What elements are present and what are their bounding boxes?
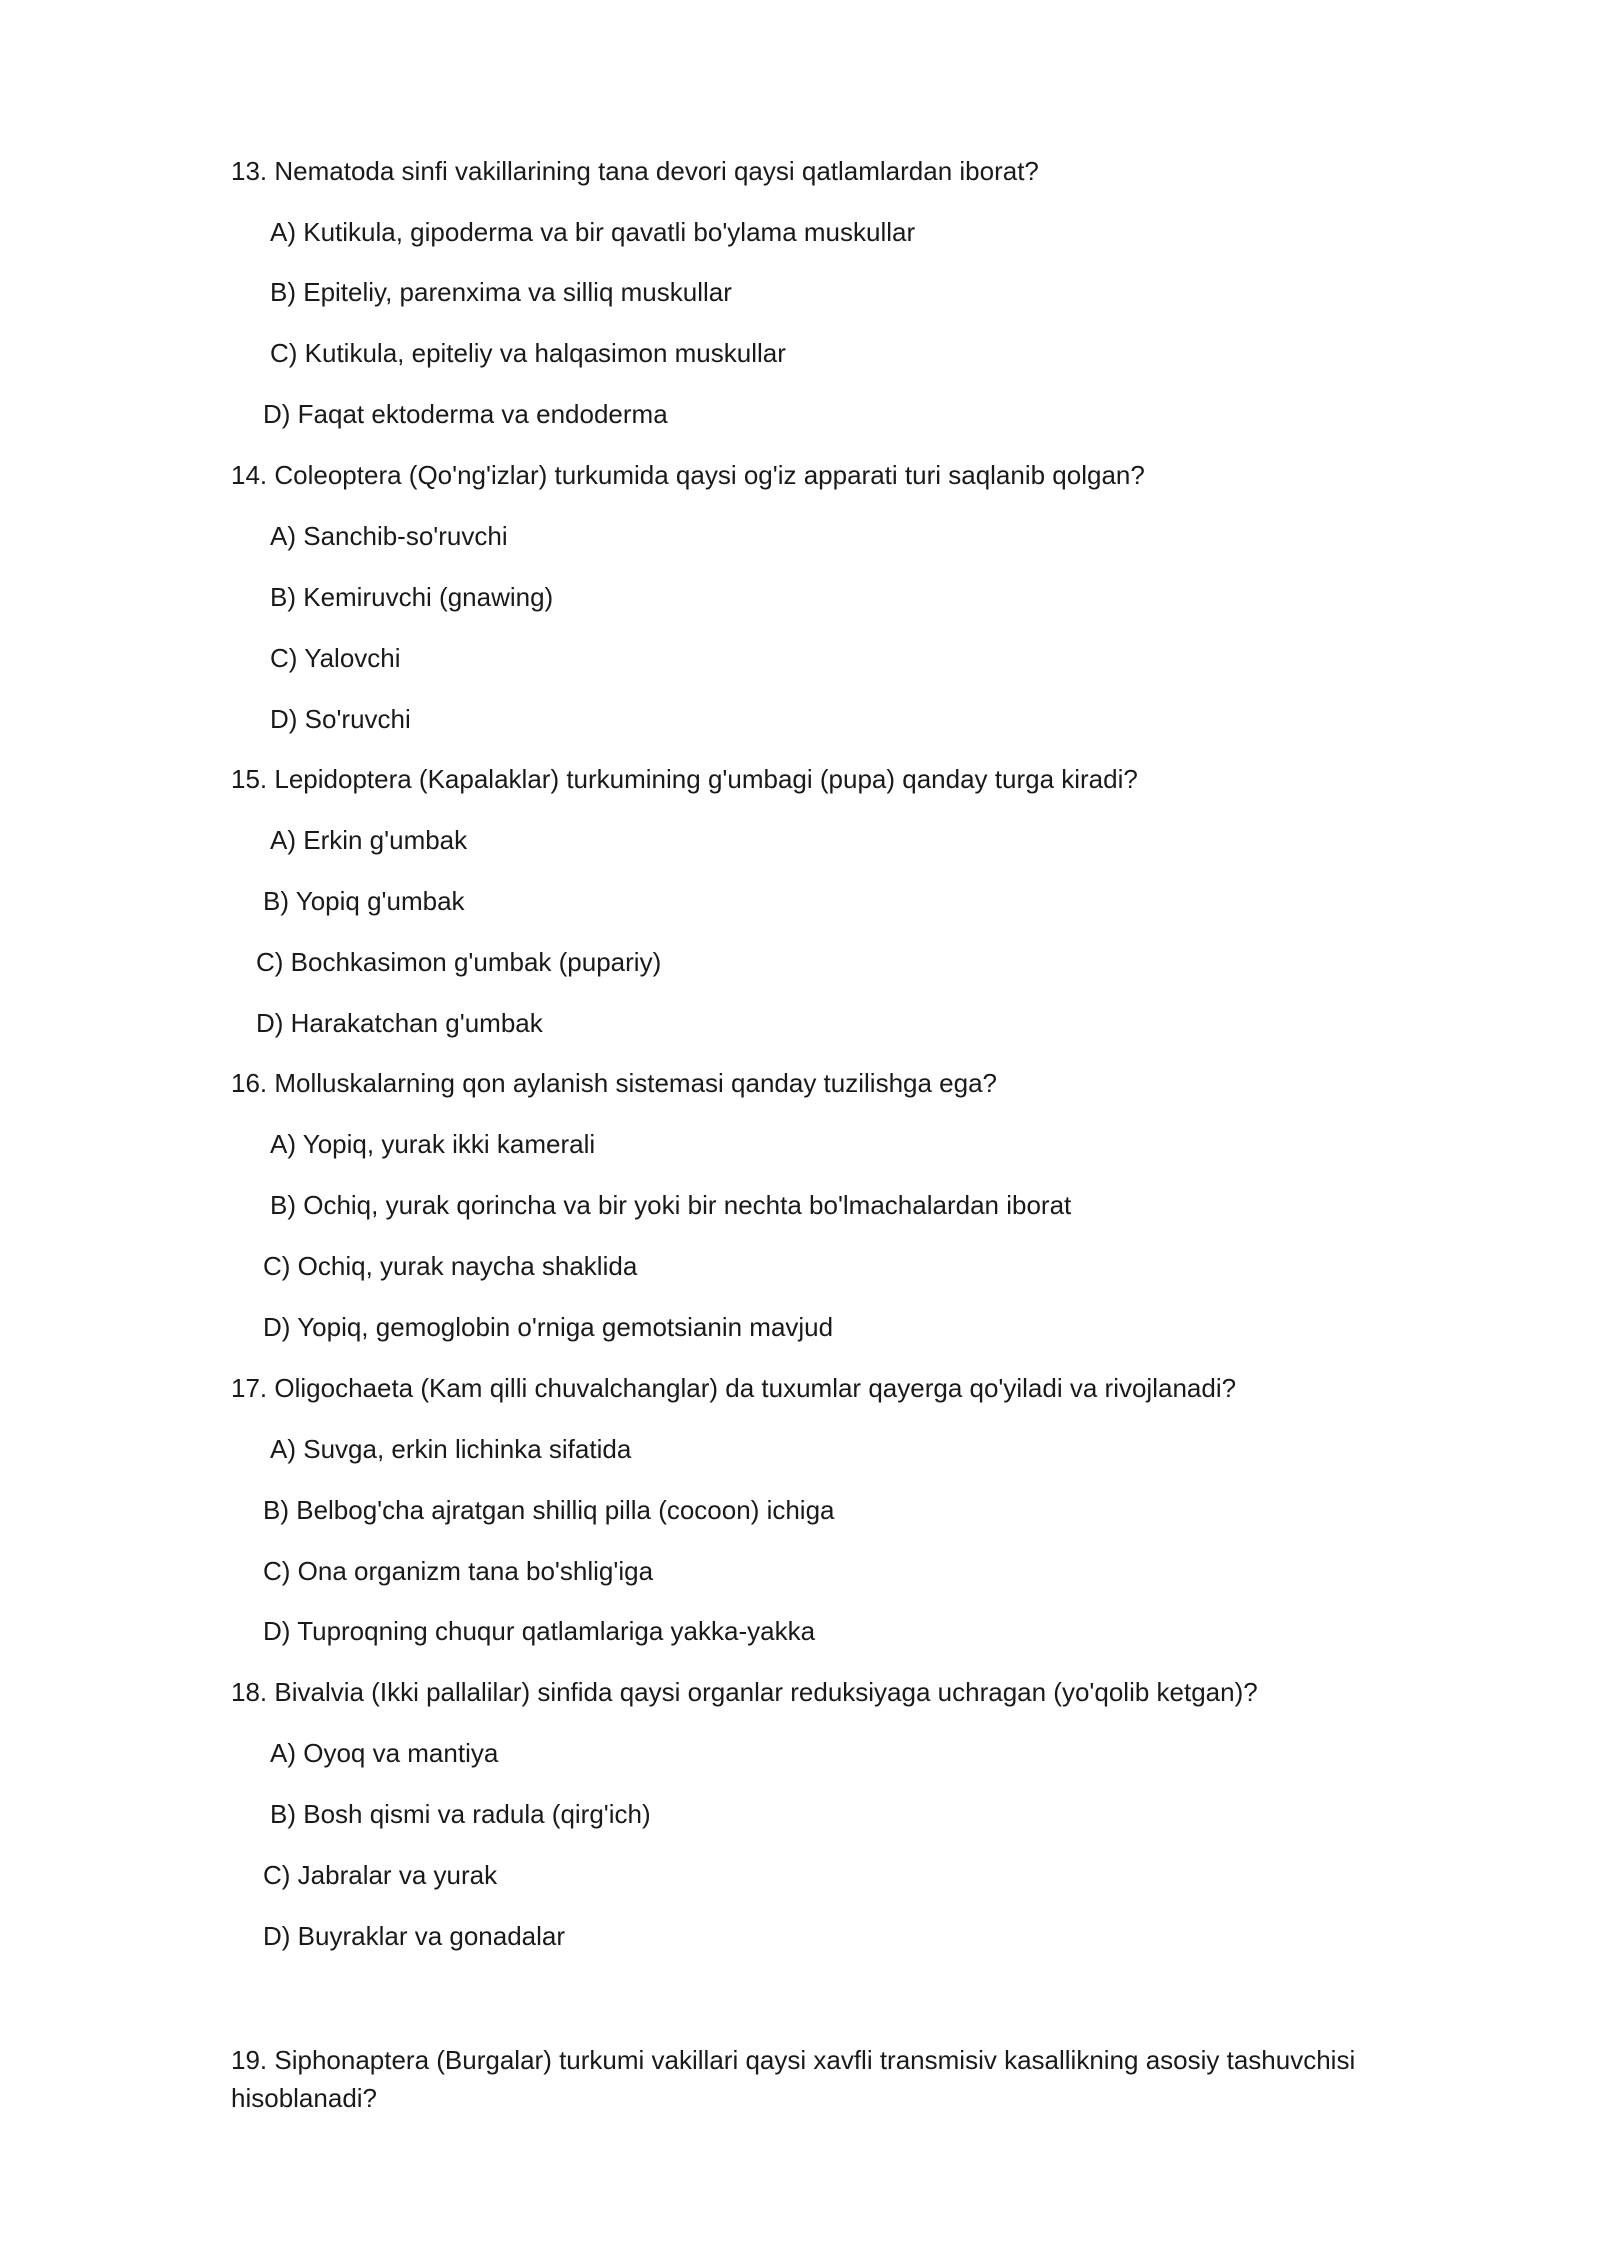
question-16-option-d: D) Yopiq, gemoglobin o'rniga gemotsianin mavjud (263, 1312, 834, 1342)
question-17-option-d: D) Tuproqning chuqur qatlamlariga yakka-yakka (263, 1616, 816, 1646)
question-13-option-c: C) Kutikula, epiteliy va halqasimon muskullar (270, 338, 786, 368)
question-17-text: 17. Oligochaeta (Kam qilli chuvalchanglar) da tuxumlar qayerga qo'yiladi va rivojlanadi? (231, 1373, 1237, 1403)
question-14-option-c: C) Yalovchi (270, 643, 401, 673)
question-17-option-b: B) Belbog'cha ajratgan shilliq pilla (cocoon) ichiga (263, 1495, 835, 1525)
question-15-option-d: D) Harakatchan g'umbak (256, 1008, 543, 1038)
question-17-option-c: C) Ona organizm tana bo'shlig'iga (263, 1556, 654, 1586)
question-14-text: 14. Coleoptera (Qo'ng'izlar) turkumida qaysi og'iz apparati turi saqlanib qolgan? (231, 460, 1145, 490)
question-14-option-a: A) Sanchib-so'ruvchi (270, 521, 508, 551)
question-16-option-c: C) Ochiq, yurak naycha shaklida (263, 1251, 638, 1281)
question-17-option-a: A) Suvga, erkin lichinka sifatida (270, 1434, 632, 1464)
question-18-option-a: A) Oyoq va mantiya (270, 1738, 499, 1768)
question-15-option-c: C) Bochkasimon g'umbak (pupariy) (256, 947, 662, 977)
question-16-option-a: A) Yopiq, yurak ikki kamerali (270, 1129, 596, 1159)
question-14-option-b: B) Kemiruvchi (gnawing) (270, 582, 554, 612)
question-13-option-b: B) Epiteliy, parenxima va silliq muskullar (270, 277, 732, 307)
question-16-text: 16. Molluskalarning qon aylanish sistemasi qanday tuzilishga ega? (231, 1068, 998, 1098)
question-19-text: 19. Siphonaptera (Burgalar) turkumi vakillari qaysi xavfli transmisiv kasallikning asosiy tashuvchisi hisoblanadi? (231, 2045, 1356, 2113)
question-13-option-d: D) Faqat ektoderma va endoderma (263, 399, 668, 429)
question-13-text: 13. Nematoda sinfi vakillarining tana devori qaysi qatlamlardan iborat? (231, 156, 1039, 186)
question-18-option-d: D) Buyraklar va gonadalar (263, 1921, 566, 1951)
question-15-option-b: B) Yopiq g'umbak (263, 886, 465, 916)
question-15-option-a: A) Erkin g'umbak (270, 825, 468, 855)
question-18-text: 18. Bivalvia (Ikki pallalilar) sinfida qaysi organlar reduksiyaga uchragan (yo'qolib ketgan)? (231, 1677, 1258, 1707)
question-18-option-b: B) Bosh qismi va radula (qirg'ich) (270, 1799, 651, 1829)
question-13-option-a: A) Kutikula, gipoderma va bir qavatli bo'ylama muskullar (270, 217, 916, 247)
question-16-option-b: B) Ochiq, yurak qorincha va bir yoki bir nechta bo'lmachalardan iborat (270, 1190, 1072, 1220)
question-15-text: 15. Lepidoptera (Kapalaklar) turkumining g'umbagi (pupa) qanday turga kiradi? (231, 764, 1138, 794)
question-14-option-d: D) So'ruvchi (270, 704, 411, 734)
question-18-option-c: C) Jabralar va yurak (263, 1860, 498, 1890)
